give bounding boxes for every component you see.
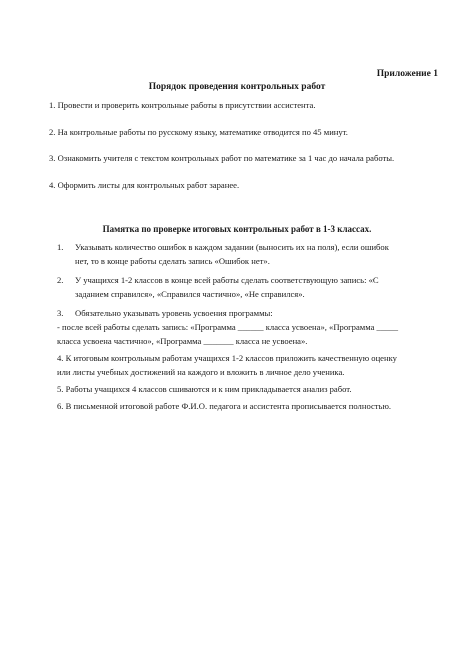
memo-item-2-line-2: заданием справился», «Справился частично», «Не справился».: [75, 289, 305, 299]
section1-title: Порядок проведения контрольных работ: [148, 82, 326, 92]
memo-item-4-line-1: 4. К итоговым контрольным работам учащихся 1-2 классов приложить качественную оценку: [57, 353, 397, 363]
memo-item-5: 5. Работы учащихся 4 классов сшиваются и к ним прикладывается анализ работ.: [57, 384, 352, 394]
memo-note-line-1: - после всей работы сделать запись: «Программа ______ класса усвоена», «Программа _____: [57, 322, 399, 332]
memo-item-4-line-2: или листы учебных достижений на каждого и вложить в личное дело ученика.: [57, 367, 345, 377]
memo-item-3-number: 3.: [57, 308, 64, 318]
memo-item-3: [57, 306, 437, 320]
memo-item-2-line-1: У учащихся 1-2 классов в конце всей работы сделать соответствующую запись: «С: [75, 275, 379, 285]
memo-item-1: [57, 240, 437, 268]
memo-item-1-line-2: нет, то в конце работы сделать запись «Ошибок нет».: [75, 256, 270, 266]
memo-item-2: [57, 273, 437, 301]
procedure-item-2: 2. На контрольные работы по русскому языку, математике отводится по 45 минут.: [49, 126, 348, 137]
procedure-item-3: 3. Ознакомить учителя с текстом контрольных работ по математике за 1 час до начала работы.: [49, 153, 395, 163]
memo-item-3-line-1: Обязательно указывать уровень усвоения программы:: [75, 308, 273, 318]
procedure-list: [49, 100, 449, 206]
procedure-item-4: 4. Оформить листы для контрольных работ заранее.: [49, 179, 240, 190]
appendix-label: Приложение 1: [376, 69, 438, 79]
section2-title: Памятка по проверке итоговых контрольных работ в 1-3 классах.: [102, 224, 372, 234]
memo-item-1-line-1: Указывать количество ошибок в каждом задании (выносить их на поля), если ошибок: [75, 242, 389, 252]
memo-note-line-2: класса усвоена частично», «Программа _______ класса не усвоена».: [57, 336, 308, 346]
memo-item-1-number: 1.: [57, 242, 64, 252]
memo-item-2-number: 2.: [57, 275, 64, 285]
procedure-item-1: 1. Провести и проверить контрольные работы в присутствии ассистента.: [49, 100, 316, 110]
memo-list: [57, 240, 437, 416]
memo-item-6: 6. В письменной итоговой работе Ф.И.О. педагога и ассистента прописывается полностью.: [57, 401, 392, 411]
